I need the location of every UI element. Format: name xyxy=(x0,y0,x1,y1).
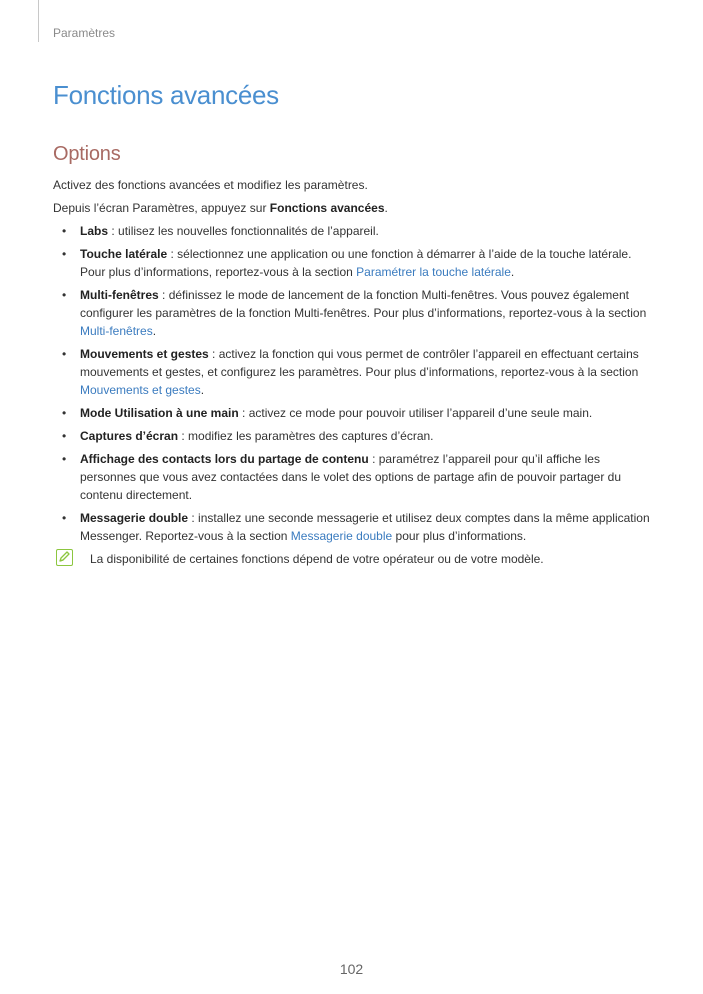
item-term: Affichage des contacts lors du partage de contenu xyxy=(80,452,369,466)
instruction-suffix: . xyxy=(384,201,388,215)
item-text: : sélectionnez une application ou une fonction à démarrer à l’aide de la touche latérale. Pour plus d’informations, reportez-vous à la section xyxy=(80,247,632,279)
item-text: : installez une seconde messagerie et utilisez deux comptes dans la même application Messenger. Reportez-vous à la section xyxy=(80,511,650,543)
item-text: : activez ce mode pour pouvoir utiliser l’appareil d’une seule main. xyxy=(238,406,593,420)
item-after: pour plus d’informations. xyxy=(392,529,527,543)
list-item-messagerie-double xyxy=(53,509,653,545)
item-term: Mode Utilisation à une main xyxy=(80,406,239,420)
note-pencil-icon xyxy=(56,549,73,566)
item-after: . xyxy=(152,324,157,338)
item-term: Labs xyxy=(80,224,109,238)
item-text: : utilisez les nouvelles fonctionnalités de l’appareil. xyxy=(108,224,379,238)
item-text: : activez la fonction qui vous permet de contrôler l’appareil en effectuant certains mouvements et gestes, et configurez les paramètres. Pour plus d’informations, reportez-vous à la section xyxy=(80,347,639,379)
item-after: . xyxy=(200,383,205,397)
breadcrumb: Paramètres xyxy=(53,26,116,40)
item-term: Touche latérale xyxy=(80,247,168,261)
intro-text: Activez des fonctions avancées et modifiez les paramètres. xyxy=(53,178,368,192)
link-parametrer-touche-laterale[interactable]: Paramétrer la touche latérale xyxy=(356,265,511,279)
instruction-paragraph xyxy=(53,199,653,217)
item-term: Messagerie double xyxy=(80,511,189,525)
page-number: 102 xyxy=(339,961,364,977)
content xyxy=(53,176,653,568)
note-text: La disponibilité de certaines fonctions dépend de votre opérateur ou de votre modèle. xyxy=(90,552,544,566)
item-text: : définissez le mode de lancement de la fonction Multi-fenêtres. Vous pouvez également configurer les paramètres de la fonction Multi-fenêtres. Pour plus d’informations, reportez-vous à la section xyxy=(80,288,647,320)
list-item-captures-ecran xyxy=(53,427,653,445)
item-term: Multi-fenêtres xyxy=(80,288,159,302)
link-messagerie-double[interactable]: Messagerie double xyxy=(290,529,393,543)
intro-paragraph xyxy=(53,176,653,194)
item-term: Mouvements et gestes xyxy=(80,347,209,361)
instruction-menu-name: Fonctions avancées xyxy=(269,201,385,215)
header-divider xyxy=(38,0,39,42)
list-item-touche-laterale xyxy=(53,245,653,281)
note xyxy=(53,550,653,568)
item-text: : modifiez les paramètres des captures d’écran. xyxy=(178,429,434,443)
page-title: Fonctions avancées xyxy=(53,80,279,110)
list-item-multi-fenetres xyxy=(53,286,653,340)
instruction-prefix: Depuis l’écran Paramètres, appuyez sur xyxy=(53,201,270,215)
list-item-affichage-contacts xyxy=(53,450,653,504)
item-text: : paramétrez l’appareil pour qu’il affiche les personnes que vous avez contactées dans le volet des options de partage afin de pouvoir partager du contenu directement. xyxy=(80,452,622,502)
link-multi-fenetres[interactable]: Multi-fenêtres xyxy=(80,324,153,338)
section-title: Options xyxy=(53,143,121,165)
link-mouvements-gestes[interactable]: Mouvements et gestes xyxy=(80,383,201,397)
item-after: . xyxy=(510,265,515,279)
list-item-mouvements-gestes xyxy=(53,345,653,399)
list-item-labs xyxy=(53,222,653,240)
list-item-mode-une-main xyxy=(53,404,653,422)
options-list xyxy=(53,222,653,545)
item-term: Captures d’écran xyxy=(80,429,179,443)
